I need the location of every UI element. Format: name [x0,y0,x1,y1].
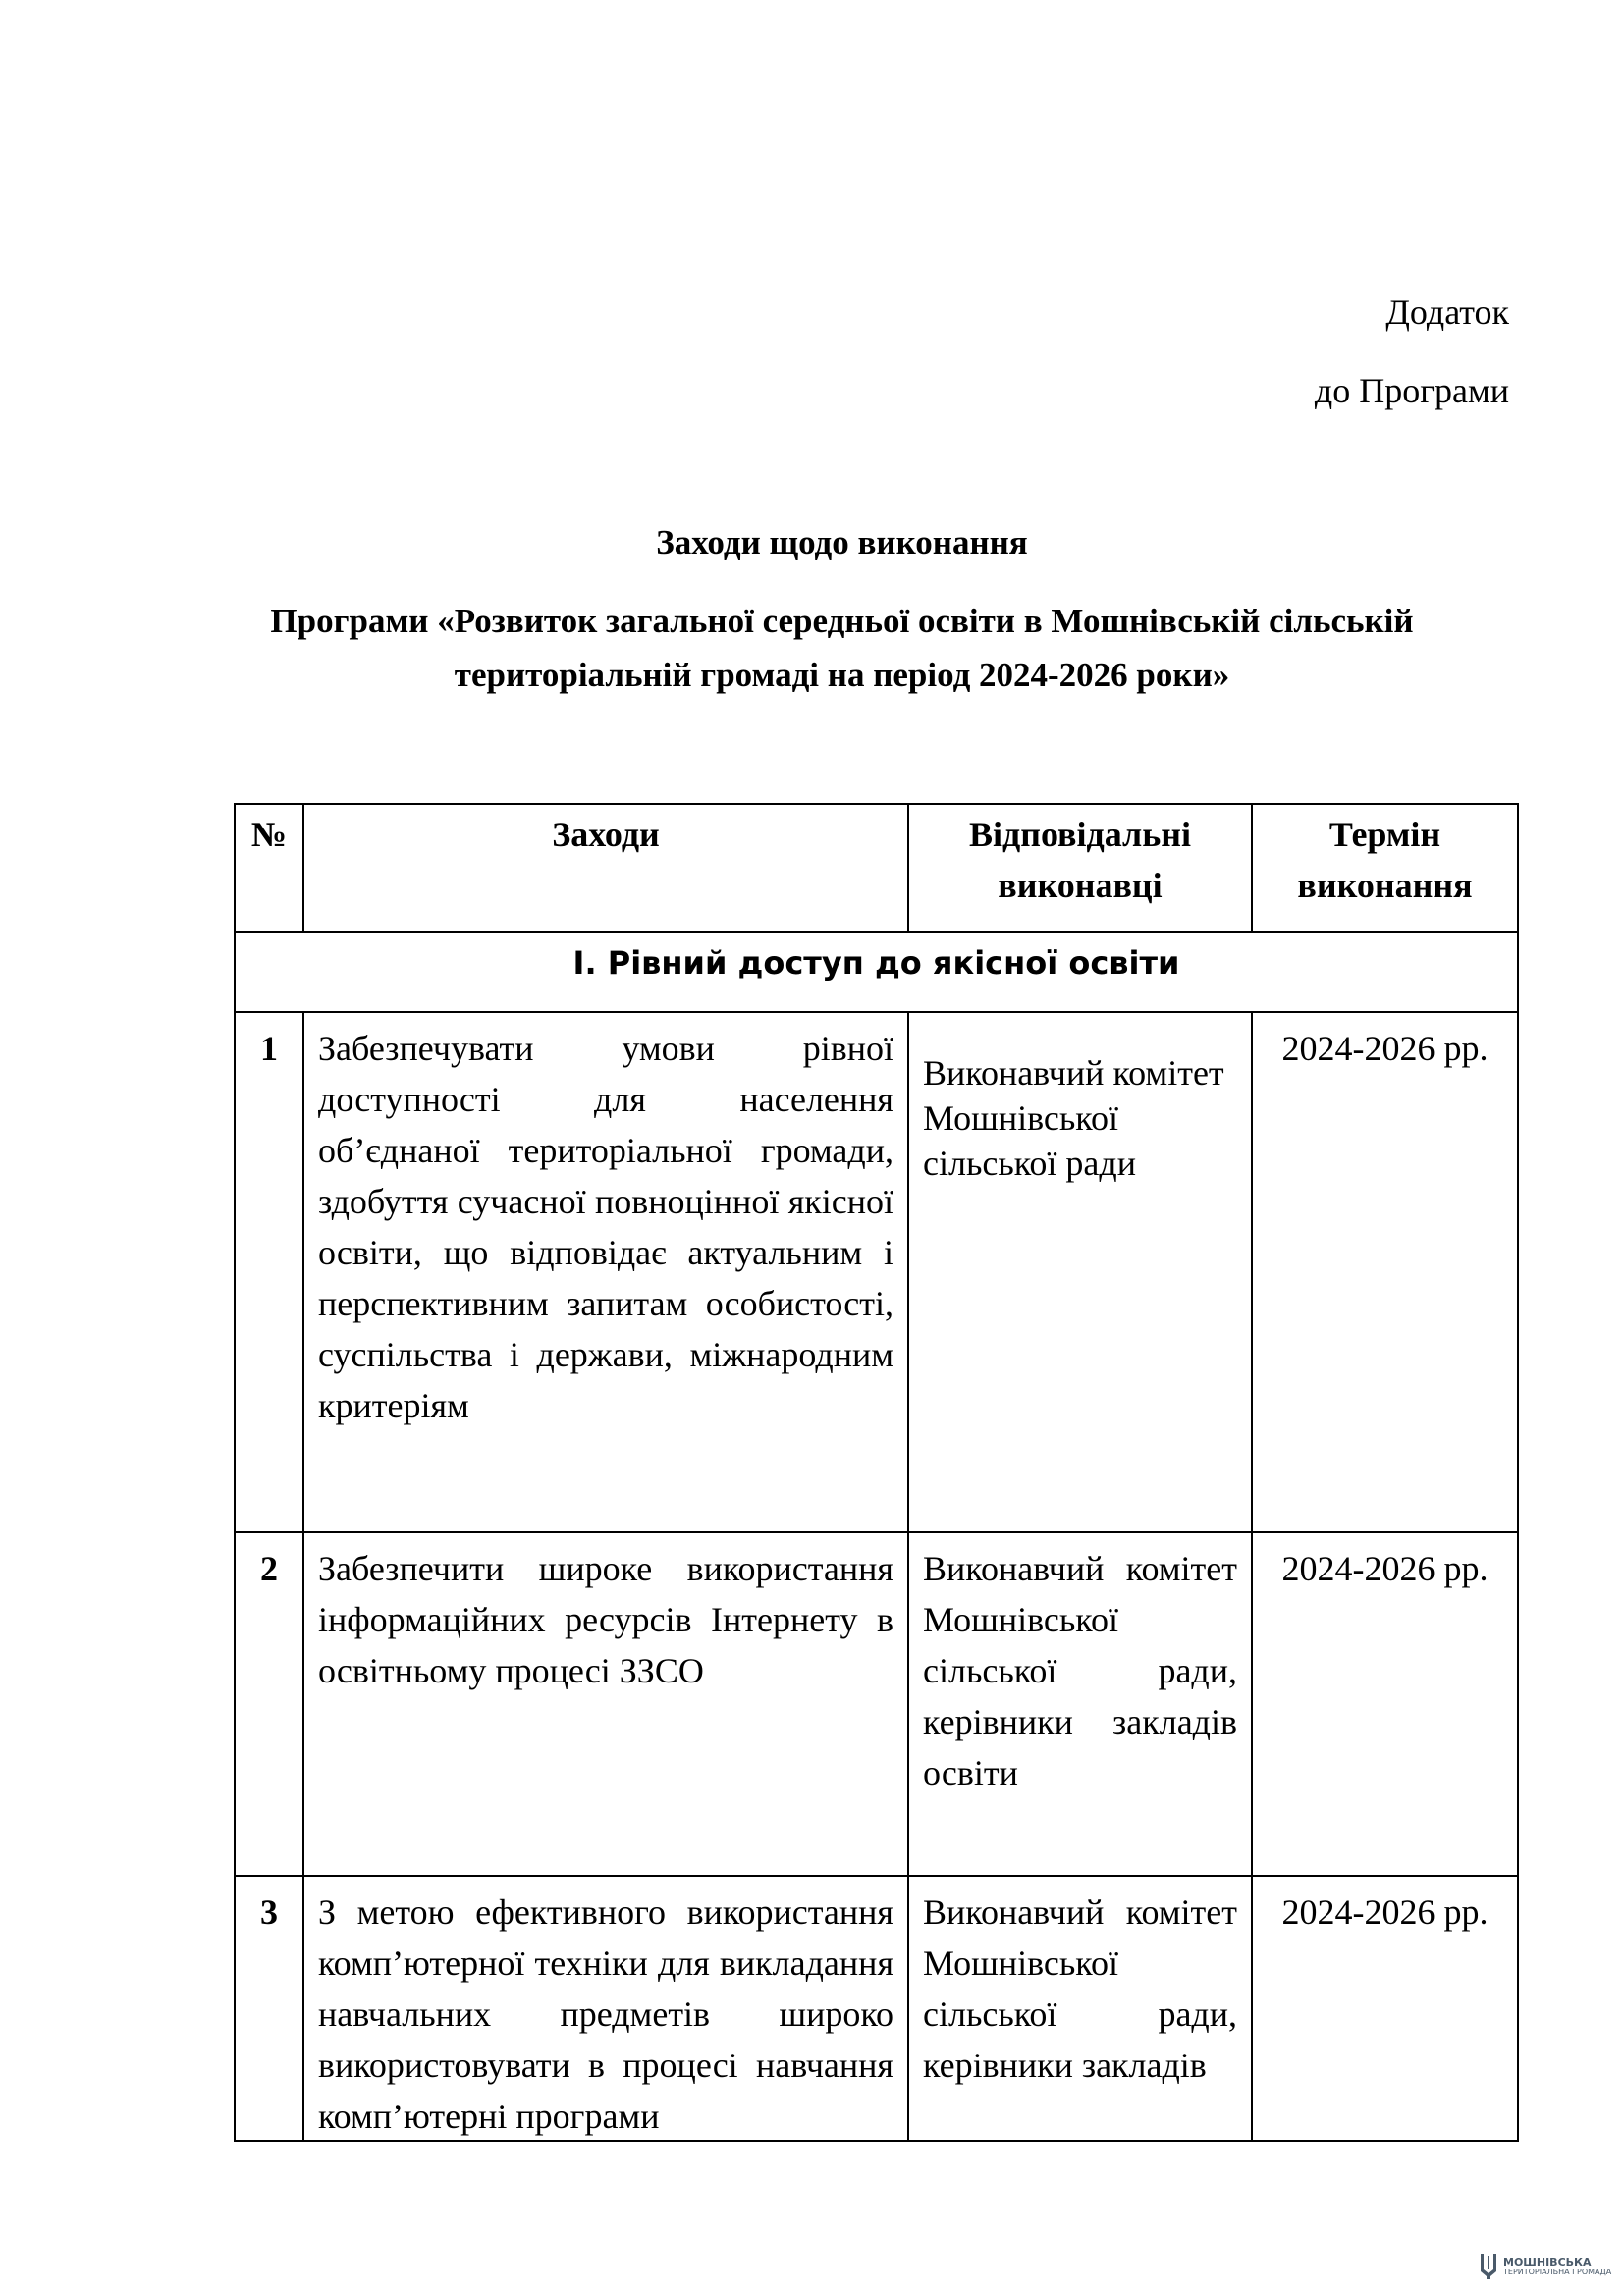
annex-reference: до Програми [1314,371,1509,410]
row-term: 2024-2026 рр. [1252,1876,1518,2141]
logo-name: МОШНІВСЬКА [1503,2256,1592,2269]
row-responsible [908,1876,1252,2141]
row-action: Забезпечувати умови рівної доступності для населення об’єднаної територіальної громади, здобуття сучасної повноцінної якісної освіти, що відповідає актуальним і перспективним запитам особистості, суспільства і держави, міжнародним критеріям [303,1012,908,1532]
header-number: № [235,804,303,932]
table-row [235,1012,1518,1532]
row-action: Забезпечити широке використання інформаційних ресурсів Інтернету в освітньому процесі ЗЗСО [303,1532,908,1876]
header-action: Заходи [303,804,908,932]
table-row [235,1532,1518,1876]
section-row [235,932,1518,1012]
row-term: 2024-2026 рр. [1252,1532,1518,1876]
row-action-text: З метою ефективного використання комп’ютерної техніки для викладання навчальних предметів широко використовувати в процесі навчання комп’ютерні програми [318,1893,893,2136]
logo-subtitle: ТЕРИТОРІАЛЬНА ГРОМАДА [1503,2268,1612,2276]
measures-table [234,803,1519,2142]
section-title: I. Рівний доступ до якісної освіти [235,932,1518,1012]
row-responsible-text: Виконавчий комітет Мошнівської сільської ради, керівники закладів [923,1893,1237,2085]
row-number: 2 [235,1532,303,1876]
header-term: Термін виконання [1252,804,1518,932]
annex-label: Додаток [1385,293,1509,332]
row-number: 1 [235,1012,303,1532]
row-action [303,1876,908,2141]
row-responsible: Виконавчий комітет Мошнівської сільської ради [908,1012,1252,1532]
document-title: Заходи щодо виконання [656,523,1028,561]
document-subtitle: Програми «Розвиток загальної середньої освіти в Мошнівській сільській територіальній громаді на період 2024-2026 роки» [270,602,1414,694]
row-term: 2024-2026 рр. [1252,1012,1518,1532]
community-logo [1478,2252,1611,2281]
trident-icon [1478,2252,1499,2281]
table-header-row [235,804,1518,932]
table-row [235,1876,1518,2141]
row-responsible: Виконавчий комітет Мошнівської сільської ради, керівники закладів освіти [908,1532,1252,1876]
row-number: 3 [235,1876,303,2141]
header-responsible: Відповідальні виконавці [908,804,1252,932]
